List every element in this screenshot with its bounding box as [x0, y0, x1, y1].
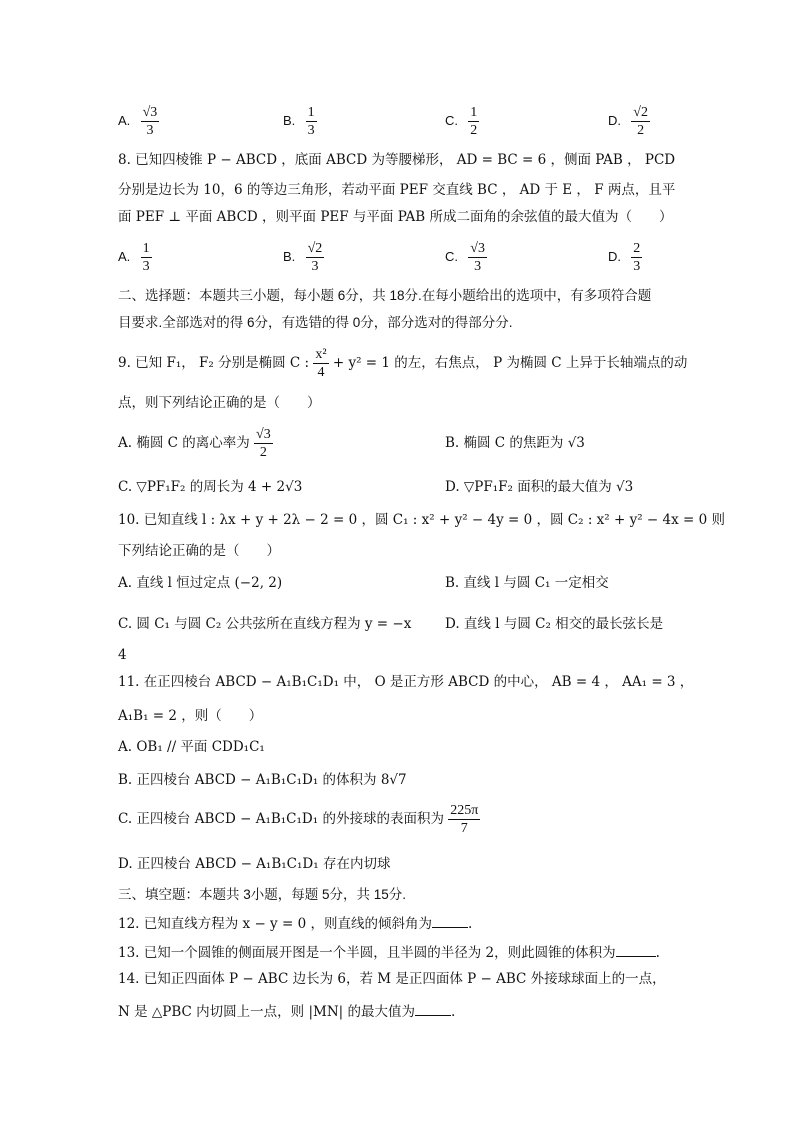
answer-blank: [616, 942, 656, 957]
fraction: $\frac{1}{3}$: [307, 105, 315, 138]
q9-option-c: C. ▽PF₁F₂ 的周长为 4 + 2√3: [118, 479, 303, 495]
fraction: $\frac{√3}{3}$: [470, 241, 485, 274]
fraction: $\frac{√3}{3}$: [142, 105, 158, 138]
fraction: $\frac{√2}{2}$: [633, 105, 648, 138]
q7-option-b: B. $\frac{1}{3}$: [283, 105, 315, 138]
q11-option-a: A. OB₁ // 平面 CDD₁C₁: [118, 739, 265, 755]
fraction: $\frac{√3}{2}$: [256, 427, 271, 460]
answer-blank: [415, 1001, 451, 1016]
q14-stem-line1: 14. 已知正四面体 P − ABC 边长为 6，若 M 是正四面体 P − ABC 外接球球面上的一点，: [118, 971, 666, 987]
q10-option-d: D. 直线 l 与圆 C₂ 相交的最长弦长是: [445, 616, 664, 632]
q13-stem: 13. 已知一个圆锥的侧面展开图是一个半圆，且半圆的半径为 2，则此圆锥的体积为 .: [118, 942, 660, 963]
q14-stem-line2: N 是 △PBC 内切圆上一点，则 |MN| 的最大值为 .: [118, 1001, 455, 1022]
q8-option-c: C. $\frac{√3}{3}$: [445, 241, 485, 274]
fraction: $\frac{\text{x²}}{4}$: [315, 347, 327, 380]
q9-stem-line1: 9. 已知 F₁， F₂ 分别是椭圆 C : $\frac{\text{x²}}{4}$ + y² = 1 的左，右焦点， P 为椭圆 C 上异于长轴端点的动: [118, 347, 688, 380]
q8-option-d: D. $\frac{2}{3}$: [608, 241, 641, 274]
fraction: $\frac{√2}{3}$: [307, 241, 323, 274]
q11-option-d: D. 正四棱台 ABCD − A₁B₁C₁D₁ 存在内切球: [118, 856, 391, 872]
q7-option-d: D. $\frac{√2}{2}$: [608, 105, 648, 138]
q10-option-b: B. 直线 l 与圆 C₁ 一定相交: [445, 575, 609, 591]
fraction: $\frac{1}{3}$: [142, 241, 150, 274]
q8-option-b: B. $\frac{√2}{3}$: [283, 241, 323, 274]
section-2-heading: 二、选择题：本题共三小题，每小题 6分，共 18分.在每小题给出的选项中，有多项符合题: [118, 288, 652, 303]
q9-option-d: D. ▽PF₁F₂ 面积的最大值为 √3: [445, 479, 634, 495]
q9-option-a: A. 椭圆 C 的离心率为 $\frac{√3}{2}$: [118, 427, 271, 460]
q10-stem-line1: 10. 已知直线 l : λx + y + 2λ − 2 = 0 ，圆 C₁ : x² + y² − 4y = 0 ，圆 C₂ : x² + y² − 4x = 0 则: [118, 512, 725, 528]
q11-option-c: C. 正四棱台 ABCD − A₁B₁C₁D₁ 的外接球的表面积为 $\frac{225\pi}{7}$: [118, 803, 479, 836]
q9-option-b: B. 椭圆 C 的焦距为 √3: [445, 435, 585, 451]
q7-option-c: C. $\frac{1}{2}$: [445, 105, 478, 138]
q8-option-a: A. $\frac{1}{3}$: [118, 241, 150, 274]
fraction: $\frac{2}{3}$: [633, 241, 641, 274]
q10-option-c: C. 圆 C₁ 与圆 C₂ 公共弦所在直线方程为 y = −x: [118, 616, 412, 632]
q11-stem-line1: 11. 在正四棱台 ABCD − A₁B₁C₁D₁ 中， O 是正方形 ABCD 的中心， AB = 4 ， AA₁ = 3 ，: [118, 674, 694, 690]
fraction: $\frac{225\pi}{7}$: [450, 803, 479, 836]
q10-stem-line2: 下列结论正确的是（ ）: [118, 543, 280, 559]
q8-stem-line1: 8. 已知四棱锥 P − ABCD ，底面 ABCD 为等腰梯形， AD = BC = 6 ，侧面 PAB ， PCD: [118, 152, 676, 168]
q9-stem-line2: 点，则下列结论正确的是（ ）: [118, 395, 321, 411]
section-3-heading: 三、填空题：本题共 3小题，每题 5分，共 15分.: [118, 887, 407, 902]
q11-option-b: B. 正四棱台 ABCD − A₁B₁C₁D₁ 的体积为 8√7: [118, 772, 407, 788]
q10-option-a: A. 直线 l 恒过定点 (−2, 2): [118, 575, 283, 591]
q8-stem-line3: 面 PEF ⊥ 平面 ABCD ，则平面 PEF 与平面 PAB 所成二面角的余弦值的最大值为（ ）: [118, 209, 673, 225]
q7-option-a: A. $\frac{√3}{3}$: [118, 105, 158, 138]
section-2-heading-cont: 目要求.全部选对的得 6分，有选错的得 0分，部分选对的得部分分.: [118, 315, 513, 330]
q8-stem-line2: 分别是边长为 10，6 的等边三角形，若动平面 PEF 交直线 BC ， AD 于 E ， F 两点，且平: [118, 182, 676, 198]
q10-option-d-cont: 4: [118, 647, 127, 663]
answer-blank: [432, 913, 468, 928]
q12-stem: 12. 已知直线方程为 x − y = 0 ，则直线的倾斜角为 .: [118, 913, 472, 934]
q11-stem-line2: A₁B₁ = 2 ，则（ ）: [118, 708, 263, 724]
fraction: $\frac{1}{2}$: [470, 105, 478, 138]
